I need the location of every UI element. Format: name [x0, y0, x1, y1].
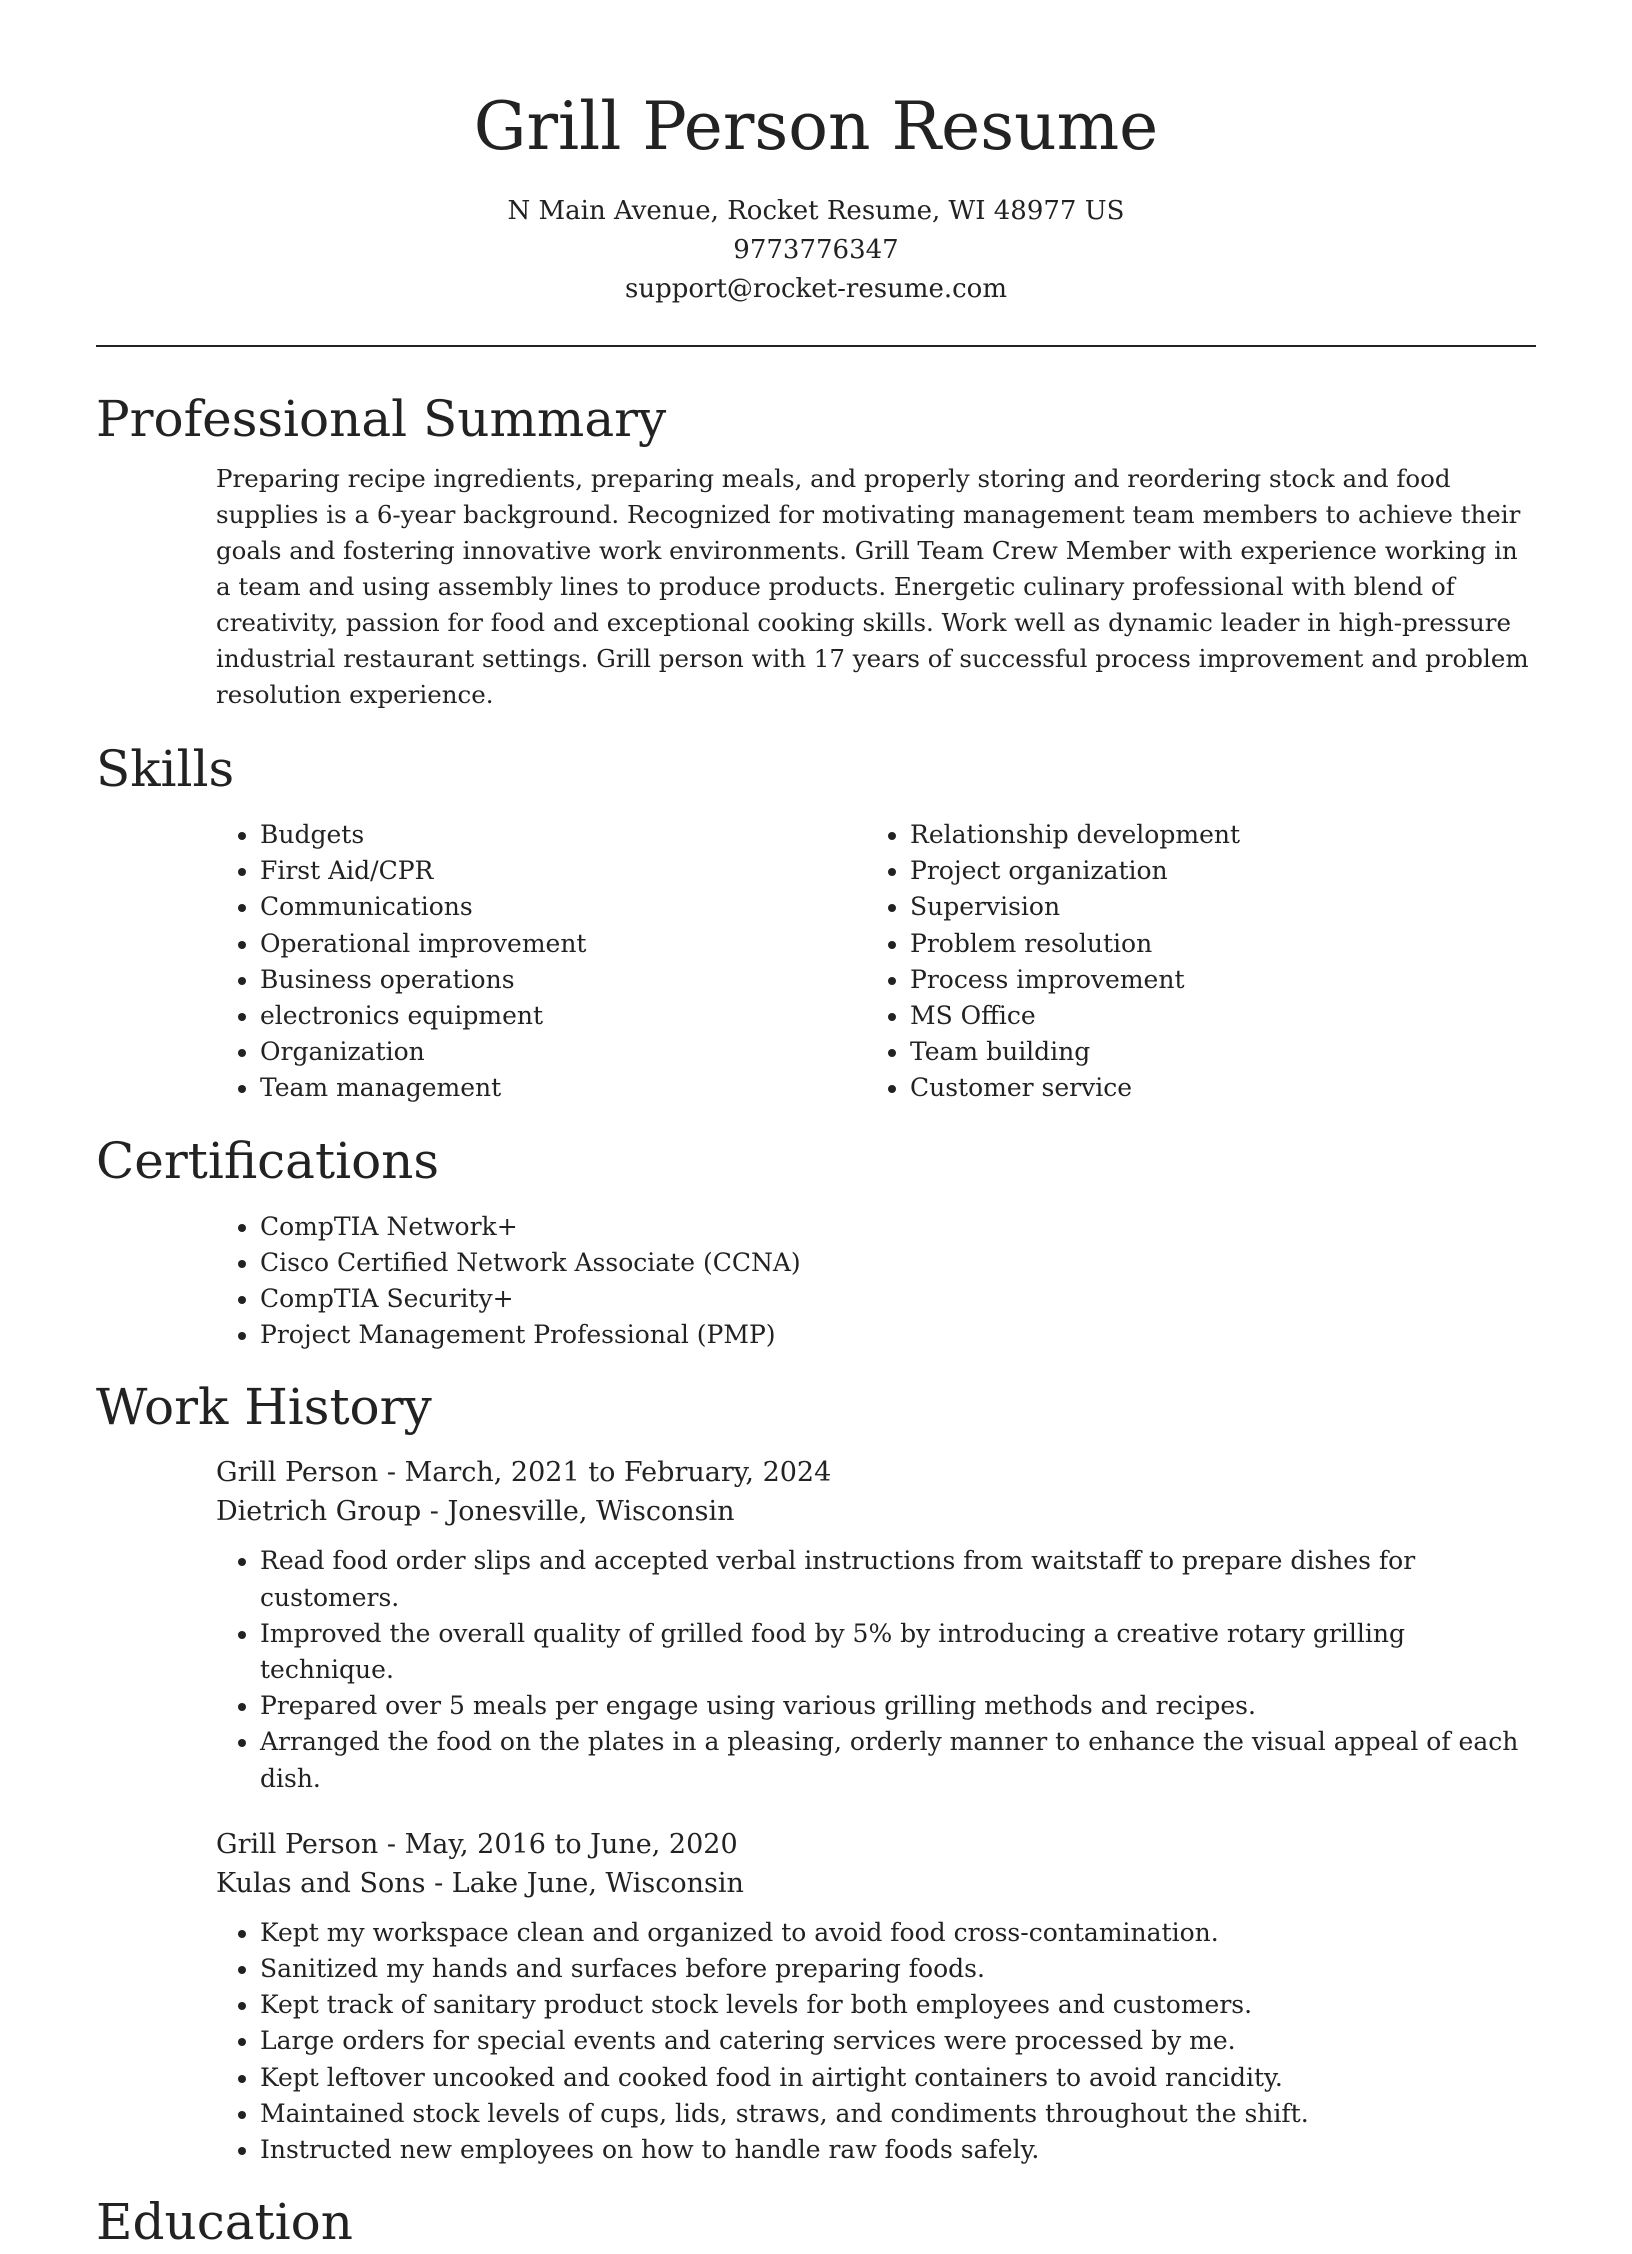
job-company-line: Kulas and Sons - Lake June, Wisconsin [216, 1867, 744, 1899]
header-divider [96, 345, 1536, 347]
list-item: • Instructed new employees on how to handle raw foods safely. [260, 2132, 1536, 2168]
list-item: • Team building [910, 1034, 1516, 1070]
job-dates: May, 2016 to June, 2020 [404, 1828, 738, 1860]
skills-section [96, 737, 1536, 1107]
list-item: • Arranged the food on the plates in a pleasing, orderly manner to enhance the visual appeal of each dish. [260, 1724, 1536, 1796]
skills-heading: Skills [96, 740, 235, 798]
skills-column-right [866, 817, 1516, 1107]
resume-page [96, 0, 1536, 2252]
education-heading: Education [96, 2193, 353, 2252]
job-title: Grill Person [216, 1828, 379, 1860]
list-item: • Process improvement [910, 962, 1516, 998]
job-company: Kulas and Sons [216, 1867, 426, 1899]
list-item: • CompTIA Security+ [260, 1281, 1536, 1317]
summary-text: Preparing recipe ingredients, preparing meals, and properly storing and reordering stock and food supplies is a 6-year background. Recognized for motivating management team members to achieve their goals and fostering innovative work environments. Grill Team Crew Member with experience working in a team and using assembly lines to produce products. Energetic culinary professional with blend of creativity, passion for food and exceptional cooking skills. Work well as dynamic leader in high-pressure industrial restaurant settings. Grill person with 17 years of successful process improvement and problem resolution experience. [216, 464, 1529, 709]
list-item: • Cisco Certified Network Associate (CCNA) [260, 1245, 1536, 1281]
list-item: • Read food order slips and accepted verbal instructions from waitstaff to prepare dishes for customers. [260, 1543, 1536, 1615]
list-item: • Project Management Professional (PMP) [260, 1317, 1536, 1353]
job-title-line: Grill Person - March, 2021 to February, 2024 [216, 1457, 832, 1489]
summary-section [96, 387, 1536, 713]
summary-heading: Professional Summary [96, 390, 667, 448]
resume-header [96, 0, 1536, 309]
job-location: Jonesville, Wisconsin [447, 1496, 735, 1528]
skills-grid [216, 817, 1536, 1107]
list-item: • Business operations [260, 962, 866, 998]
phone: 9773776347 [733, 235, 899, 265]
certifications-section [96, 1129, 1536, 1354]
list-item: • Customer service [910, 1070, 1516, 1106]
list-item: • Maintained stock levels of cups, lids, straws, and condiments throughout the shift. [260, 2096, 1536, 2132]
skills-column-left [216, 817, 866, 1107]
list-item: • Sanitized my hands and surfaces before preparing foods. [260, 1951, 1536, 1987]
list-item: • Large orders for special events and catering services were processed by me. [260, 2023, 1536, 2059]
list-item: • Team management [260, 1070, 866, 1106]
list-item: • Project organization [910, 853, 1516, 889]
contact-info [96, 192, 1536, 309]
email: support@rocket-resume.com [624, 274, 1007, 304]
job-location: Lake June, Wisconsin [451, 1867, 744, 1899]
job-entry [216, 1825, 1536, 2168]
list-item: • First Aid/CPR [260, 853, 866, 889]
job-company-line: Dietrich Group - Jonesville, Wisconsin [216, 1496, 735, 1528]
list-item: • Improved the overall quality of grilled food by 5% by introducing a creative rotary grilling technique. [260, 1616, 1536, 1688]
list-item: • Prepared over 5 meals per engage using various grilling methods and recipes. [260, 1688, 1536, 1724]
list-item: • Kept track of sanitary product stock levels for both employees and customers. [260, 1987, 1536, 2023]
list-item: • Kept my workspace clean and organized to avoid food cross-contamination. [260, 1915, 1536, 1951]
job-entry [216, 1453, 1536, 1796]
list-item: • Problem resolution [910, 926, 1516, 962]
list-item: • Communications [260, 889, 866, 925]
job-title-line: Grill Person - May, 2016 to June, 2020 [216, 1828, 738, 1860]
list-item: • Operational improvement [260, 926, 866, 962]
list-item: • MS Office [910, 998, 1516, 1034]
job-title: Grill Person [216, 1457, 379, 1489]
job-company: Dietrich Group [216, 1496, 422, 1528]
list-item: • Relationship development [910, 817, 1516, 853]
work-history-heading: Work History [96, 1378, 432, 1437]
resume-title: Grill Person Resume [473, 88, 1159, 165]
certifications-list [216, 1209, 1536, 1354]
list-item: • Kept leftover uncooked and cooked food in airtight containers to avoid rancidity. [260, 2060, 1536, 2096]
job-dates: March, 2021 to February, 2024 [404, 1457, 832, 1489]
list-item: • electronics equipment [260, 998, 866, 1034]
work-history-section [96, 1375, 1536, 2168]
list-item: • Supervision [910, 889, 1516, 925]
certifications-heading: Certifications [96, 1131, 440, 1190]
list-item: • Budgets [260, 817, 866, 853]
list-item: • CompTIA Network+ [260, 1209, 1536, 1245]
address: N Main Avenue, Rocket Resume, WI 48977 US [507, 196, 1125, 226]
education-section [96, 2190, 1536, 2254]
list-item: • Organization [260, 1034, 866, 1070]
